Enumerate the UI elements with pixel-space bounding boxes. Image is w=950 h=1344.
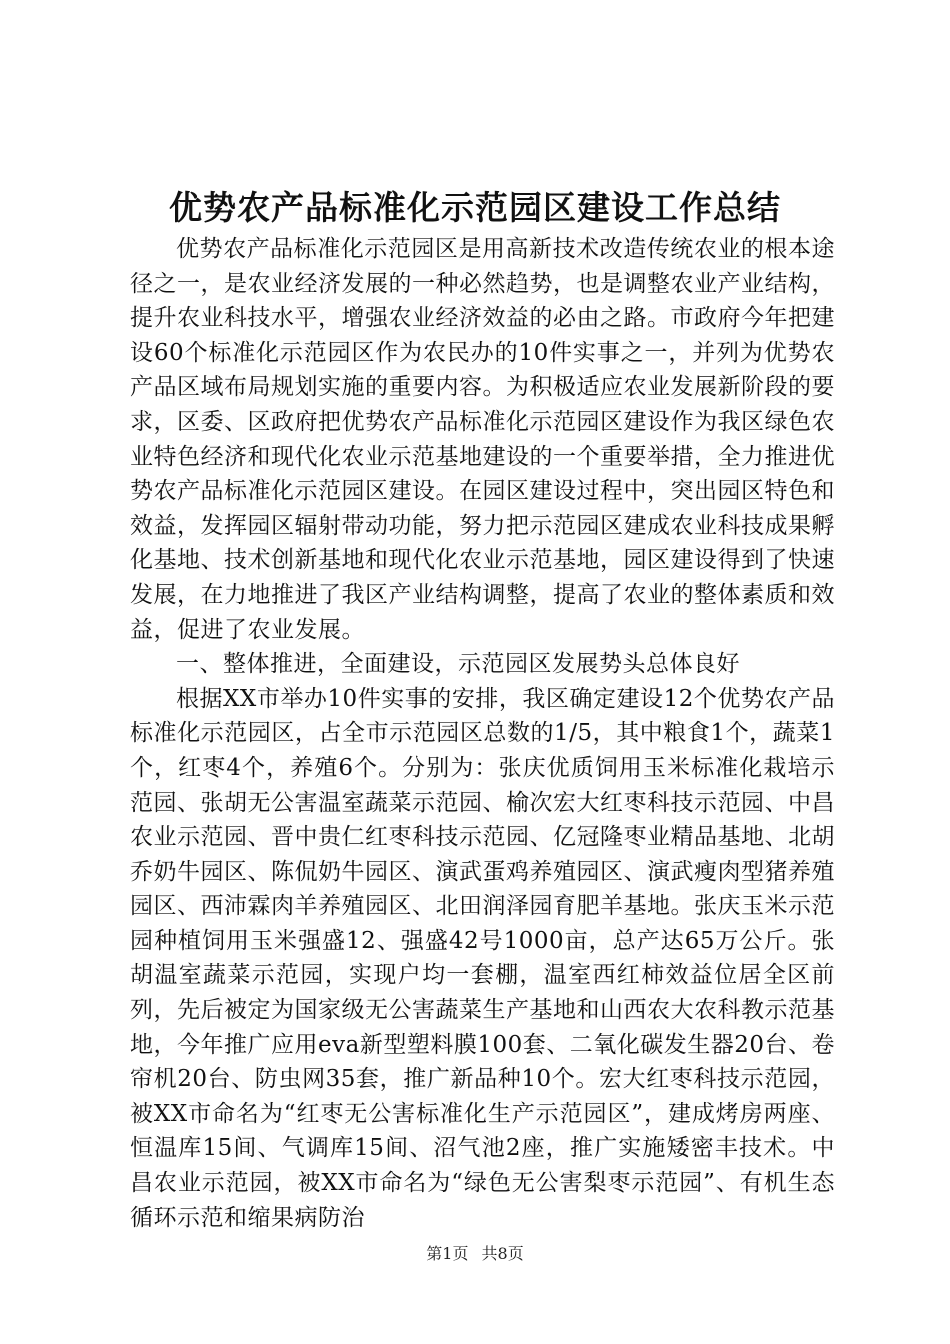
page-footer [0,1244,950,1264]
section-heading: 一、整体推进，全面建设，示范园区发展势头总体良好 [176,651,740,678]
page-number: 第1页 [426,1244,469,1263]
page-total: 共8页 [481,1244,524,1263]
document-title: 优势农产品标准化示范园区建设工作总结 [169,188,781,227]
section-paragraph: 根据XX市举办10件实事的安排，我区确定建设12个优势农产品标准化示范园区，占全市示范园区总数的1/5，其中粮食1个，蔬菜1个，红枣4个，养殖6个。分别为：张庆优质饲用玉米标准化栽培示范园、张胡无公害温室蔬菜示范园、榆次宏大红枣科技示范园、中昌农业示范园、晋中贵仁红枣科技示范园、亿冠隆枣业精品基地、北胡乔奶牛园区、陈侃奶牛园区、演武蛋鸡养殖园区、演武瘦肉型猪养殖园区、西沛霖肉羊养殖园区、北田润泽园育肥羊基地。张庆玉米示范园种植饲用玉米强盛12、强盛42号1000亩，总产达65万公斤。张胡温室蔬菜示范园，实现户均一套棚，温室西红柿效益位居全区前列，先后被定为国家级无公害蔬菜生产基地和山西农大农科教示范基地，今年推广应用eva新型塑料膜100套、二氧化碳发生器20台、卷帘机20台、防虫网35套，推广新品种10个。宏大红枣科技示范园，被XX市命名为“红枣无公害标准化生产示范园区”，建成烤房两座、恒温库15间、气调库15间、沼气池2座，推广实施矮密丰技术。中昌农业示范园，被XX市命名为“绿色无公害梨枣示范园”、有机生态循环示范和缩果病防治 [130,685,835,1231]
intro-paragraph: 优势农产品标准化示范园区是用高新技术改造传统农业的根本途径之一，是农业经济发展的一种必然趋势，也是调整农业产业结构，提升农业科技水平，增强农业经济效益的必由之路。市政府今年把建设60个标准化示范园区作为农民办的10件实事之一，并列为优势农产品区域布局规划实施的重要内容。为积极适应农业发展新阶段的要求，区委、区政府把优势农产品标准化示范园区建设作为我区绿色农业特色经济和现代化农业示范基地建设的一个重要举措，全力推进优势农产品标准化示范园区建设。在园区建设过程中，突出园区特色和效益，发挥园区辐射带动功能，努力把示范园区建成农业科技成果孵化基地、技术创新基地和现代化农业示范基地，园区建设得到了快速发展，在力地推进了我区产业结构调整，提高了农业的整体素质和效益，促进了农业发展。 [130,236,835,643]
document-body [130,232,835,1235]
